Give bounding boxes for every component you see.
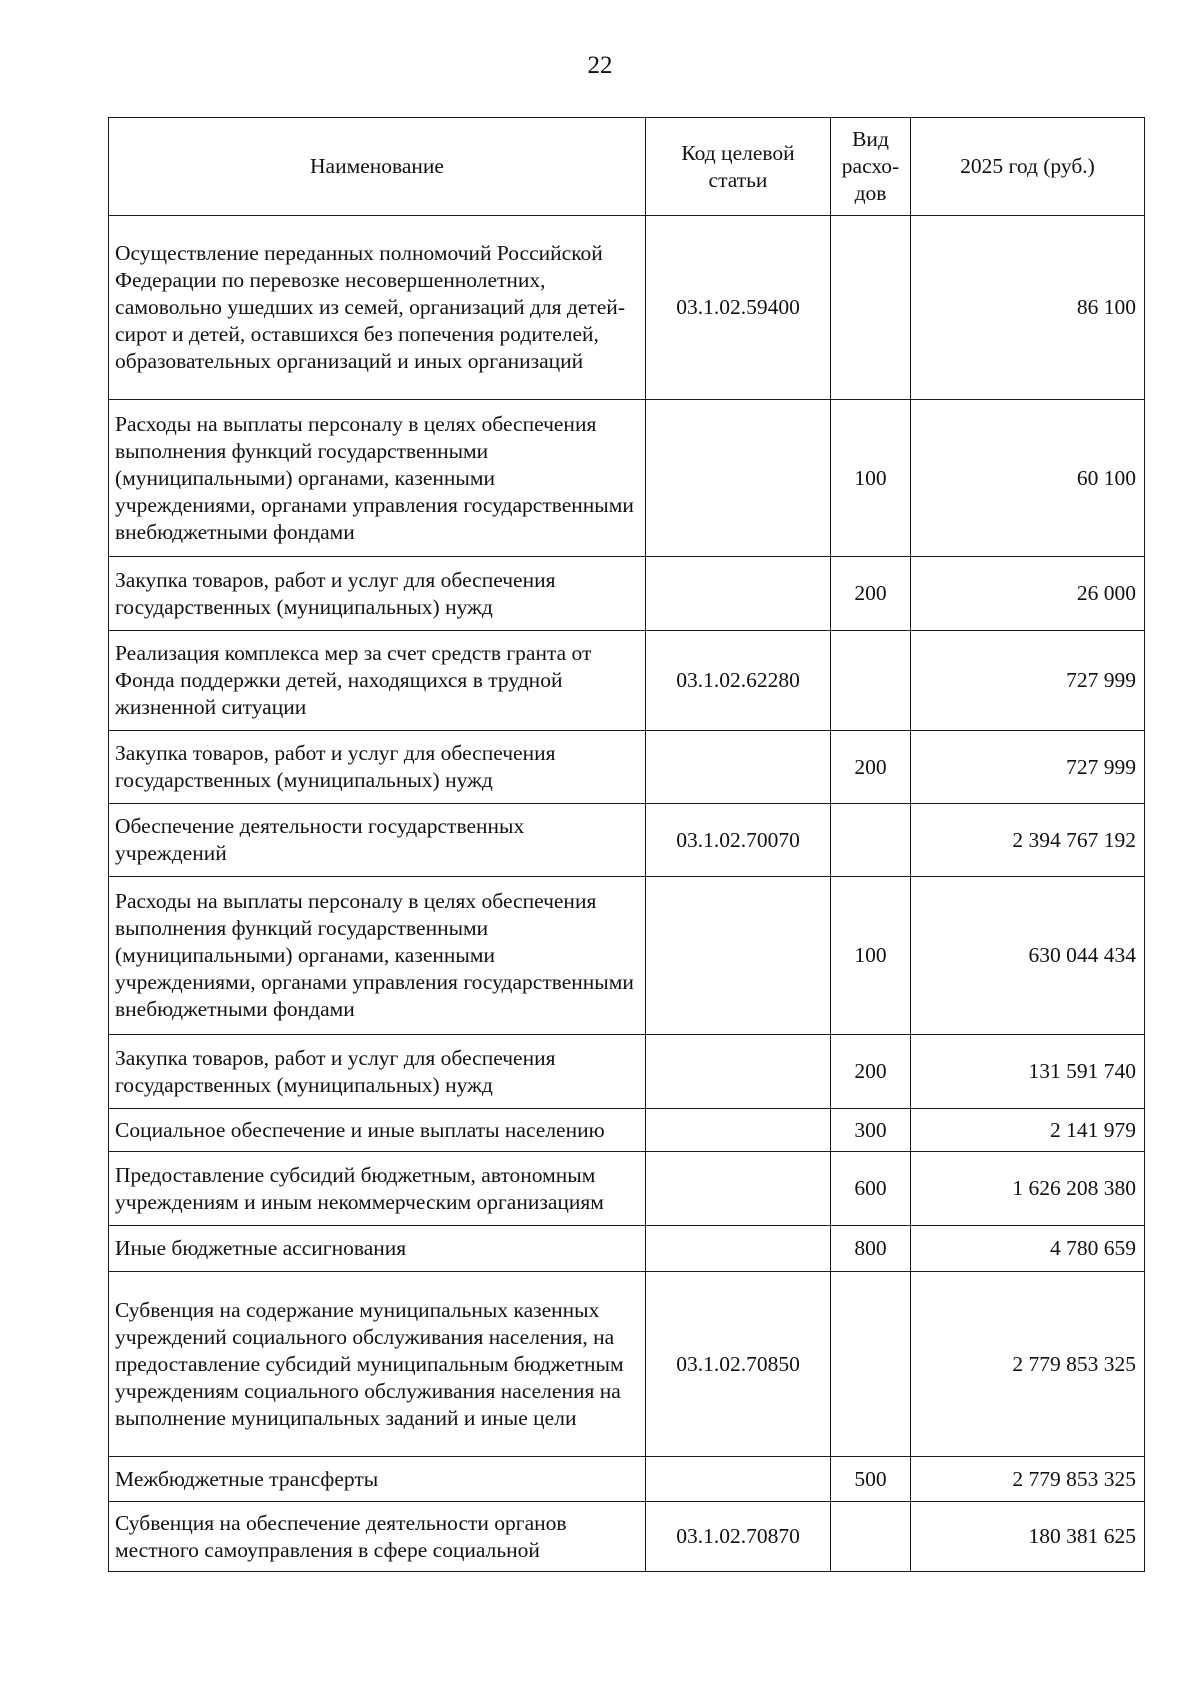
header-amount: 2025 год (руб.) — [911, 118, 1145, 216]
row-kind: 800 — [831, 1226, 911, 1272]
row-amount: 131 591 740 — [911, 1035, 1145, 1109]
row-code: 03.1.02.59400 — [646, 216, 831, 400]
row-name: Предоставление субсидий бюджетным, автономным учреждениям и иным некоммерческим организациям — [109, 1152, 646, 1226]
row-kind — [831, 1502, 911, 1572]
row-amount: 727 999 — [911, 631, 1145, 731]
row-kind: 300 — [831, 1109, 911, 1152]
row-code: 03.1.02.70850 — [646, 1272, 831, 1457]
row-code — [646, 1109, 831, 1152]
table-row — [109, 631, 1145, 731]
table-row — [109, 557, 1145, 631]
row-name: Закупка товаров, работ и услуг для обеспечения государственных (муниципальных) нужд — [109, 557, 646, 631]
row-kind: 500 — [831, 1457, 911, 1502]
header-row — [109, 118, 1145, 216]
row-kind — [831, 216, 911, 400]
row-amount: 4 780 659 — [911, 1226, 1145, 1272]
table-row — [109, 1226, 1145, 1272]
row-name: Иные бюджетные ассигнования — [109, 1226, 646, 1272]
table-row — [109, 1457, 1145, 1502]
row-amount: 2 141 979 — [911, 1109, 1145, 1152]
row-code — [646, 731, 831, 804]
row-kind — [831, 631, 911, 731]
row-kind: 200 — [831, 1035, 911, 1109]
page-number: 22 — [587, 52, 613, 79]
row-amount: 727 999 — [911, 731, 1145, 804]
table-row — [109, 1035, 1145, 1109]
row-amount: 630 044 434 — [911, 877, 1145, 1035]
row-name: Субвенция на содержание муниципальных казенных учреждений социального обслуживания населения, на предоставление субсидий муниципальным бюджетным учреждениям социального обслуживания населения на выполнение муниципальных заданий и иные цели — [109, 1272, 646, 1457]
row-code: 03.1.02.70870 — [646, 1502, 831, 1572]
row-code — [646, 1226, 831, 1272]
row-name: Расходы на выплаты персоналу в целях обеспечения выполнения функций государственными (муниципальными) органами, казенными учреждениями, органами управления государственными внебюджетными фондами — [109, 400, 646, 557]
row-code — [646, 877, 831, 1035]
row-code — [646, 557, 831, 631]
budget-table — [108, 117, 1145, 1572]
row-code: 03.1.02.70070 — [646, 804, 831, 877]
table-row — [109, 877, 1145, 1035]
row-amount: 180 381 625 — [911, 1502, 1145, 1572]
row-name: Расходы на выплаты персоналу в целях обеспечения выполнения функций государственными (муниципальными) органами, казенными учреждениями, органами управления государственными внебюджетными фондами — [109, 877, 646, 1035]
row-name: Осуществление переданных полномочий Российской Федерации по перевозке несовершеннолетних, самовольно ушедших из семей, организаций для детей-сирот и детей, оставшихся без попечения родителей, образовательных организаций и иных организаций — [109, 216, 646, 400]
header-name: Наименование — [109, 118, 646, 216]
row-amount: 2 394 767 192 — [911, 804, 1145, 877]
row-amount: 2 779 853 325 — [911, 1457, 1145, 1502]
row-amount: 2 779 853 325 — [911, 1272, 1145, 1457]
table-row — [109, 216, 1145, 400]
row-amount: 60 100 — [911, 400, 1145, 557]
row-code: 03.1.02.62280 — [646, 631, 831, 731]
row-kind: 600 — [831, 1152, 911, 1226]
row-name: Социальное обеспечение и иные выплаты населению — [109, 1109, 646, 1152]
row-name: Обеспечение деятельности государственных учреждений — [109, 804, 646, 877]
row-code — [646, 1035, 831, 1109]
row-code — [646, 400, 831, 557]
table-row — [109, 1109, 1145, 1152]
row-kind: 100 — [831, 877, 911, 1035]
row-kind: 200 — [831, 731, 911, 804]
header-code: Код целевой статьи — [646, 118, 831, 216]
table-row — [109, 400, 1145, 557]
row-code — [646, 1152, 831, 1226]
row-name: Межбюджетные трансферты — [109, 1457, 646, 1502]
row-kind — [831, 804, 911, 877]
row-amount: 86 100 — [911, 216, 1145, 400]
row-name: Закупка товаров, работ и услуг для обеспечения государственных (муниципальных) нужд — [109, 731, 646, 804]
row-name: Закупка товаров, работ и услуг для обеспечения государственных (муниципальных) нужд — [109, 1035, 646, 1109]
row-kind: 100 — [831, 400, 911, 557]
row-name: Реализация комплекса мер за счет средств гранта от Фонда поддержки детей, находящихся в трудной жизненной ситуации — [109, 631, 646, 731]
table-row — [109, 1502, 1145, 1572]
table-row — [109, 1152, 1145, 1226]
table-row — [109, 731, 1145, 804]
row-kind: 200 — [831, 557, 911, 631]
row-name: Субвенция на обеспечение деятельности органов местного самоуправления в сфере социальной — [109, 1502, 646, 1572]
header-kind: Вид расхо-дов — [831, 118, 911, 216]
row-amount: 26 000 — [911, 557, 1145, 631]
table-row — [109, 804, 1145, 877]
table-row — [109, 1272, 1145, 1457]
row-kind — [831, 1272, 911, 1457]
row-code — [646, 1457, 831, 1502]
row-amount: 1 626 208 380 — [911, 1152, 1145, 1226]
